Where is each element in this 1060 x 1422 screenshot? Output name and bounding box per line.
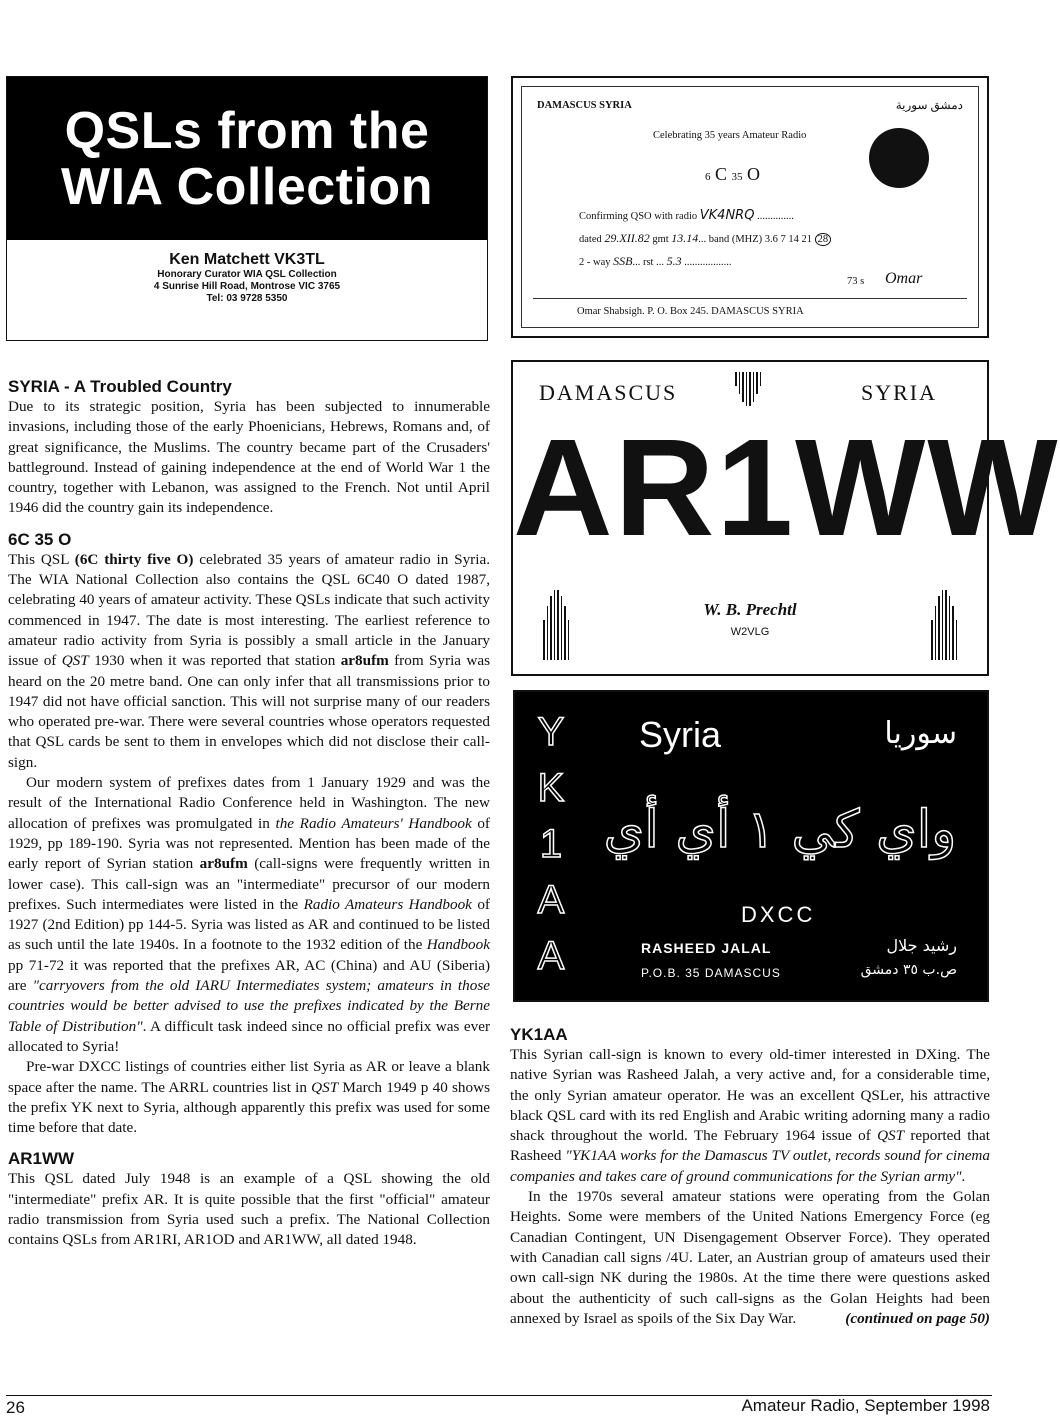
- sixc-paragraph-1: This QSL (6C thirty five O) celebrated 35 years of amateur radio in Syria. The WIA National Collection also contains the QSL 6C40 O dated 1987, celebrating 40 years of amateur activity. These QSLs indicate that such activity commenced in 1947. The date is most interesting. The earliest reference to amateur radio activity from Syria is possibly a small article in the January issue of QST 1930 when it was reported that station ar8ufm from Syria was heard on the 20 metre band. One can only infer that all transmissions prior to 1947 did not have official sanction. This will not surprise many of our readers who operated pre-war. There were several countries whose operators requested that QSL cards be sent to them in envelopes which did not disclose their call-sign.: [8, 550, 491, 771]
- card1-closing: 73 s: [847, 276, 865, 287]
- card3-callsign-arabic: واي كي ١ أي أي: [603, 800, 957, 860]
- card3-country: Syria: [639, 714, 722, 755]
- card1-confirming: Confirming QSO with radio VK4NRQ ..............: [579, 208, 794, 223]
- card1-dated: dated 29.XII.82 gmt 13.14... band (MHZ) 3.6 7 14 21 28: [579, 231, 831, 246]
- card2-left-text: DAMASCUS: [539, 380, 678, 405]
- card1-signature: Omar: [885, 270, 923, 287]
- yk1aa-paragraph-1: This Syrian call-sign is known to every old-timer interested in DXing. The native Syrian was Rasheed Jalah, a very active and, for a considerable time, the only Syrian amateur operator. He was an excellent QSLer, his attractive black QSL card with its red English and Arabic writing adorning many a radio shack throughout the world. The February 1964 issue of QST reported that Rasheed "YK1AA works for the Damascus TV outlet, records sound for cinema companies and takes care of ground communications for the Syrian army".: [510, 1046, 990, 1185]
- card2-right-bars: [931, 590, 957, 660]
- card2-operator: W. B. Prechtl: [703, 600, 797, 619]
- masthead-banner: [7, 77, 487, 240]
- globe-emblem: [869, 128, 929, 188]
- card2-right-text: SYRIA: [860, 380, 937, 405]
- page-number: 26: [6, 1398, 25, 1417]
- qsl-card-yk1aa: [513, 690, 989, 1002]
- author-address: 4 Sunrise Hill Road, Montrose VIC 3765: [153, 281, 341, 292]
- card3-name: RASHEED JALAL: [641, 940, 772, 956]
- card3-name-arabic: رشيد جلال: [886, 936, 957, 955]
- heading-syria: SYRIA - A Troubled Country: [8, 377, 232, 396]
- author-role: Honorary Curator WIA QSL Collection: [157, 269, 337, 280]
- continued-note: (continued on page 50): [845, 1309, 990, 1327]
- yk1aa-paragraph-2: In the 1970s several amateur stations were operating from the Golan Heights. Some were members of the United Nations Emergency Force (eg Canadian Contingent, UN Disengagement Observer Force). They operated with Canadian call signs /4U. Later, an Austrian group of amateurs used their own call-sign NK during the 1980s. At the time there were questions asked about the authenticity of such call-signs as the Golan Heights had been annexed by Israel as spoils of the Six Day War. (continued on page 50): [510, 1187, 990, 1329]
- card3-address: P.O.B. 35 DAMASCUS: [641, 966, 781, 980]
- syria-paragraph: Due to its strategic position, Syria has been subjected to innumerable invasions, including those of the early Phoenicians, Hebrews, Romans and, of great significance, the Muslims. The country became part of the Crusaders' battleground. Instead of gaining independence at the end of World War 1 the country, together with Lebanon, was assigned to the French. Not until April 1946 did the country gain its independence.: [8, 398, 490, 517]
- card3-award: DXCC: [741, 902, 816, 927]
- card-inner-border: [521, 86, 979, 328]
- card1-arabic-location: دمشق سورية: [895, 98, 963, 112]
- card1-celebrating: Celebrating 35 years Amateur Radio: [653, 130, 807, 141]
- card2-left-bars: [543, 590, 569, 660]
- card3-country-arabic: سوريا: [884, 716, 957, 751]
- qsl-card-6c35o: [511, 76, 989, 338]
- card2-top-bars: [735, 372, 761, 406]
- card2-callsign: AR1WW: [513, 411, 1060, 565]
- card3-address-arabic: ص.ب ٣٥ دمشق: [860, 962, 957, 978]
- card3-vertical-callsign: Y K 1 A A: [537, 710, 565, 978]
- card1-divider: [533, 298, 967, 299]
- left-column: [8, 376, 490, 1251]
- sixc-paragraph-3: Pre-war DXCC listings of countries either list Syria as AR or leave a blank space after the name. The ARRL countries list in QST March 1949 p 40 shows the prefix YK next to Syria, although apparently this prefix was used for some time before that date.: [8, 1058, 490, 1137]
- heading-6c35o: 6C 35 O: [8, 529, 72, 549]
- card1-sender: Omar Shabsigh. P. O. Box 245. DAMASCUS SYRIA: [577, 306, 804, 317]
- card1-location: DAMASCUS SYRIA: [537, 100, 632, 111]
- card2-home-call: W2VLG: [730, 626, 770, 638]
- masthead-title-line2: WIA Collection: [61, 157, 433, 216]
- card1-callsign: 6 C 35 O: [705, 164, 761, 184]
- card1-way: 2 - way SSB... rst ... 5.3 ..................: [579, 254, 732, 268]
- publication-info: Amateur Radio, September 1998: [741, 1396, 990, 1415]
- sixc-paragraph-2: Our modern system of prefixes dates from 1 January 1929 and was the result of the International Radio Conference held in Washington. The new allocation of prefixes was promulgated in the Radio Amateurs' Handbook of 1929, pp 189-190. Syria was not represented. Mention has been made of the early report of Syrian station ar8ufm (call-signs were frequently written in lower case). This call-sign was an "intermediate" precursor of our modern prefixes. Such intermediates were listed in the Radio Amateurs Handbook of 1927 (2nd Edition) pp 144-5. Syria was listed as AR and continued to be listed as such until the late 1940s. In a footnote to the 1932 edition of the Handbook pp 71-72 it was reported that the prefixes AR, AC (China) and AU (Siberia) are "carryovers from the old IARU Intermediates system; amateurs in those countries would be better advised to use the prefixes indicated by the Berne Table of Distribution". A difficult task indeed since no official prefix was ever allocated to Syria!: [8, 774, 491, 1055]
- ar1ww-paragraph: This QSL dated July 1948 is an example of a QSL showing the old "intermediate" prefix AR. It is quite possible that the first "official" amateur radio transmission from Syria used such a prefix. The National Collection contains QSLs from AR1RI, AR1OD and AR1WW, all dated 1948.: [8, 1170, 490, 1249]
- right-column: [510, 1024, 990, 1329]
- heading-yk1aa: YK1AA: [510, 1025, 568, 1044]
- author-phone: Tel: 03 9728 5350: [206, 293, 288, 304]
- qsl-card-ar1ww: [511, 360, 1060, 676]
- author-name: Ken Matchett VK3TL: [169, 251, 325, 268]
- heading-ar1ww: AR1WW: [8, 1149, 75, 1169]
- masthead: [6, 76, 488, 341]
- author-block: [7, 247, 487, 305]
- masthead-title-line1: QSLs from the: [64, 101, 430, 160]
